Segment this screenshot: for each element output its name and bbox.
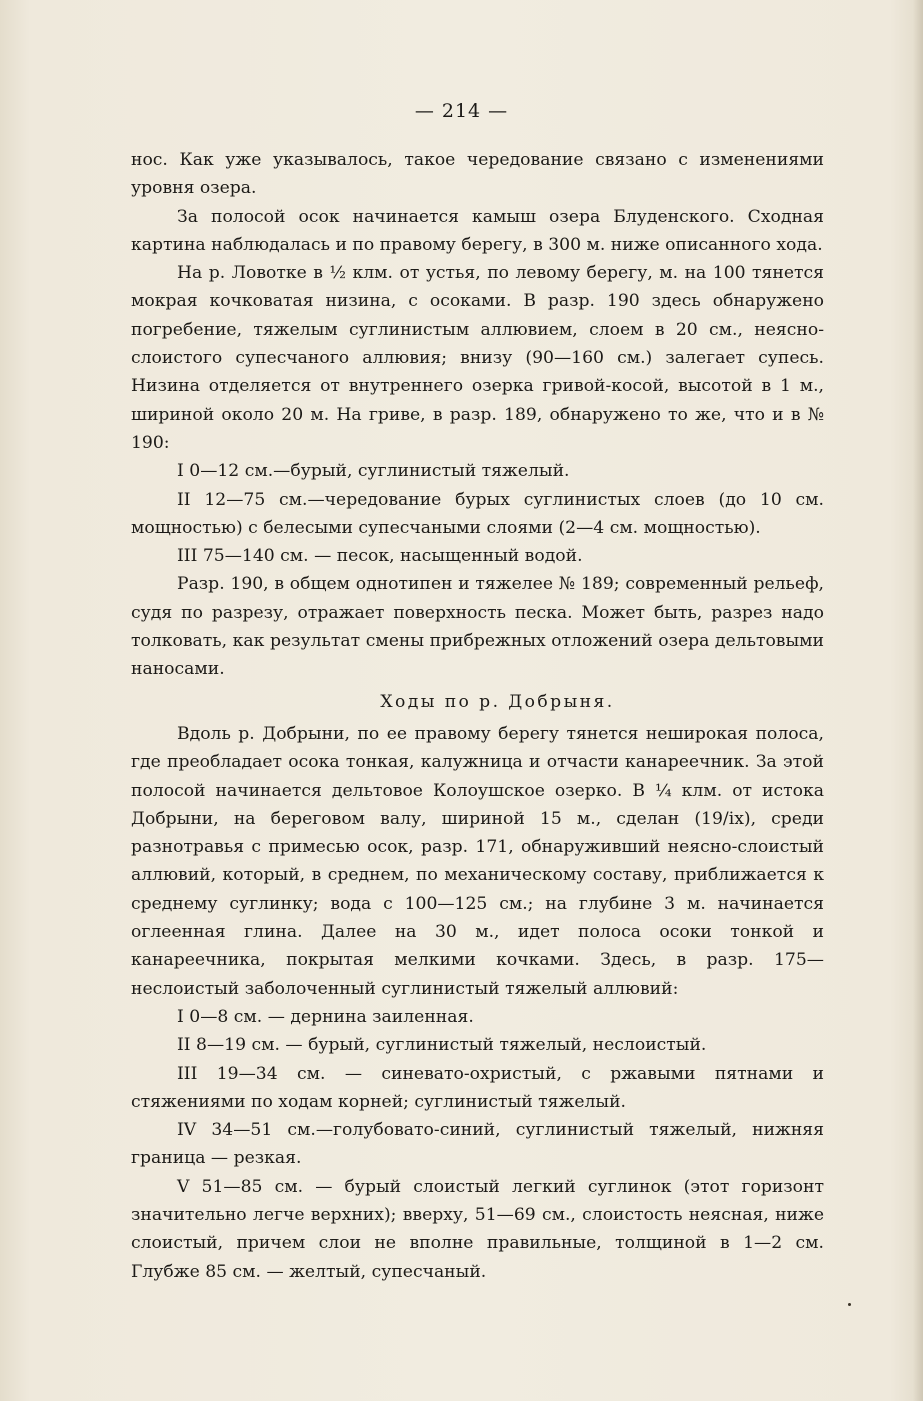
horizon-line: II 8—19 см. — бурый, суглинистый тяжелый, неслоистый. — [177, 1035, 707, 1056]
horizon-line: IV 34—51 см.—голубовато-синий, суглинистый тяжелый, нижняя граница — резкая. — [131, 1120, 824, 1169]
body-text — [131, 146, 824, 1286]
horizon-line: II 12—75 см.—чередование бурых суглинистых слоев (до 10 см. мощностью) с белесыми супесчаными слоями (2—4 см. мощностью). — [131, 489, 824, 538]
paragraph: Разр. 190, в общем однотипен и тяжелее № 189; современный рельеф, судя по разрезу, отражает поверхность песка. Может быть, разрез надо толковать, как результат смены прибрежных отложений озера дельтовыми наносами. — [131, 574, 824, 680]
horizon-line: I 0—12 см.—бурый, суглинистый тяжелый. — [177, 461, 570, 482]
paper-speck — [848, 1303, 851, 1306]
paragraph: Вдоль р. Добрыни, по ее правому берегу тянется неширокая полоса, где преобладает осока тонкая, калужница и отчасти канареечник. За этой полосой начинается дельтовое Колоушское озерко. В ¼ клм. от истока Добрыни, на береговом валу, шириной 15 м., сделан (19/ix), среди разнотравья с примесью осок, разр. 171, обнаруживший неясно-слоистый аллювий, который, в среднем, по механическому составу, приближается к среднему суглинку; вода с 100—125 см.; на глубине 3 м. начинается оглеенная глина. Далее на 30 м., идет полоса осоки тонкой и канареечника, покрытая мелкими кочками. Здесь, в разр. 175—неслоистый заболоченный суглинистый тяжелый аллювий: — [131, 723, 824, 999]
horizon-line: I 0—8 см. — дернина заиленная. — [177, 1006, 474, 1027]
horizon-line: III 19—34 см. — синевато-охристый, с ржавыми пятнами и стяжениями по ходам корней; суглинистый тяжелый. — [131, 1063, 824, 1112]
paragraph: нос. Как уже указывалось, такое чередование связано с изменениями уровня озера. — [131, 150, 824, 199]
paragraph: На р. Ловотке в ½ клм. от устья, по левому берегу, м. на 100 тянется мокрая кочковатая низина, с осоками. В разр. 190 здесь обнаружено погребение, тяжелым суглинистым аллювием, слоем в 20 см., неясно-слоистого супесчаного аллювия; внизу (90—160 см.) залегает супесь. Низина отделяется от внутреннего озерка гривой-косой, высотой в 1 м., шириной около 20 м. На гриве, в разр. 189, обнаружено то же, что и в № 190: — [131, 263, 824, 453]
page-number: — 214 — — [414, 100, 509, 122]
page-edge-shadow — [913, 0, 923, 1401]
section-heading: Ходы по р. Добрыня. — [380, 691, 615, 712]
horizon-line: V 51—85 см. — бурый слоистый легкий суглинок (этот горизонт значительно легче верхних); вверху, 51—69 см., слоистость неясная, ниже слоистый, причем слои не вполне правильные, толщиной в 1—2 см. Глубже 85 см. — желтый, супесчаный. — [131, 1176, 824, 1282]
paragraph: За полосой осок начинается камыш озера Блуденского. Сходная картина наблюдалась и по правому берегу, в 300 м. ниже описанного хода. — [131, 206, 824, 255]
horizon-line: III 75—140 см. — песок, насыщенный водой. — [177, 546, 583, 567]
